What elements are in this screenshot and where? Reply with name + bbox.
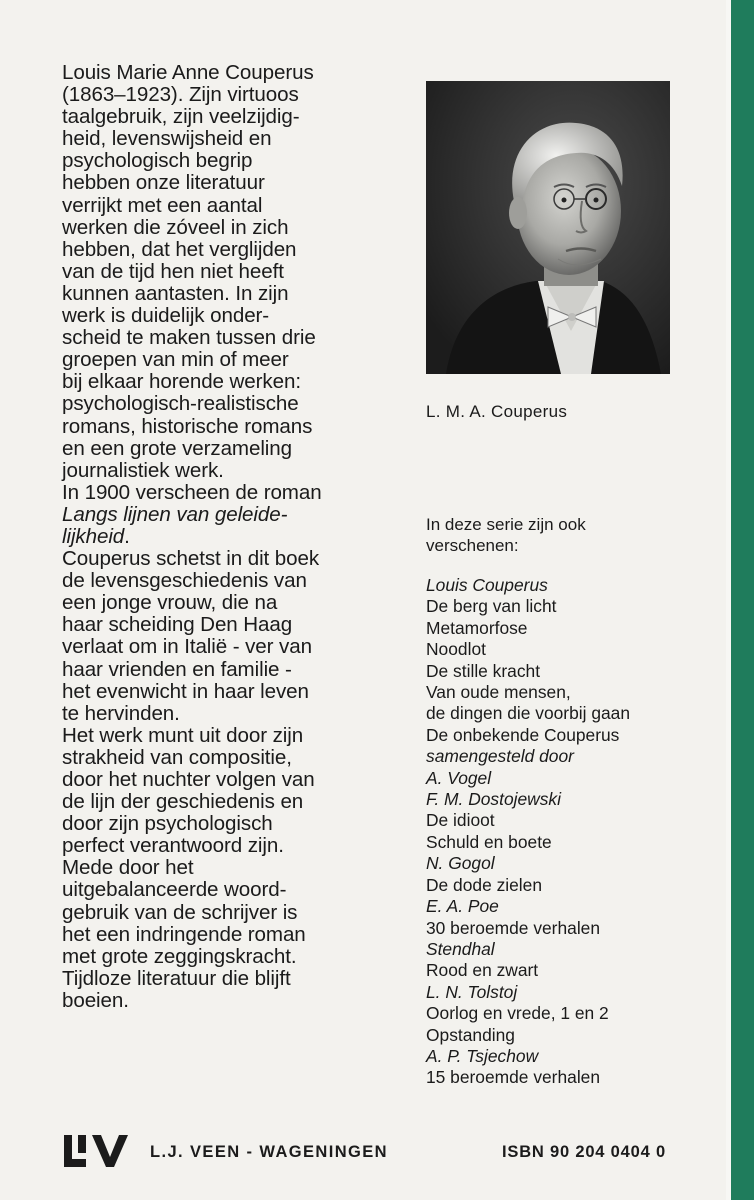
series-author-name: A. P. Tsjechow: [426, 1045, 539, 1066]
bio-line: Het werk munt uit door zijn: [62, 723, 304, 747]
series-author-name: Louis Couperus: [426, 575, 548, 595]
bio-line: perfect verantwoord zijn.: [62, 834, 284, 858]
bio-line: Louis Marie Anne Couperus: [62, 61, 314, 84]
bio-line: boeien.: [62, 988, 129, 1012]
portrait-illustration: [426, 81, 670, 374]
bio-line: gebruik van de schrijver is: [62, 900, 298, 924]
series-author-name: L. N. Tolstoj: [426, 981, 518, 1002]
bio-line: romans, historische romans: [62, 414, 313, 438]
series-book-title: De onbekende Couperus: [426, 724, 620, 745]
series-book-title: Metamorfose: [426, 617, 528, 638]
lv-publisher-logo-icon: [62, 1133, 142, 1169]
bio-line: van de tijd hen niet heeft: [62, 259, 284, 283]
bio-line: met grote zeggingskracht.: [62, 944, 297, 968]
bio-line: de levensgeschiedenis van: [62, 569, 307, 593]
series-author-name: A. Vogel: [426, 767, 492, 788]
publisher-name: L.J. VEEN - WAGENINGEN: [150, 1143, 388, 1161]
isbn-number: ISBN 90 204 0404 0: [502, 1143, 666, 1161]
series-intro-line: verschenen:: [426, 536, 519, 555]
bio-line: de lijn der geschiedenis en: [62, 790, 304, 814]
bio-line: door zijn psychologisch: [62, 812, 273, 836]
series-author-name: N. Gogol: [426, 853, 495, 874]
series-book-title: De berg van licht: [426, 596, 557, 617]
bio-paragraph: [62, 62, 412, 482]
bio-paragraph: [62, 548, 412, 725]
series-author-name: samengesteld door: [426, 746, 574, 767]
bio-line: lijkheid.: [62, 524, 130, 548]
author-portrait-photo: [426, 81, 670, 374]
bio-line: groepen van min of meer: [62, 348, 289, 372]
bio-line: taalgebruik, zijn veelzijdig-: [62, 105, 300, 129]
bio-line: psychologisch begrip: [62, 149, 253, 173]
series-book-title: Oorlog en vrede, 1 en 2: [426, 1003, 609, 1024]
bio-line: (1863–1923). Zijn virtuoos: [62, 83, 299, 107]
bio-paragraph: [62, 482, 412, 548]
series-author-name: F. M. Dostojewski: [426, 789, 561, 810]
bio-line: verlaat om in Italië - ver van: [62, 635, 312, 659]
bio-line: het evenwicht in haar leven: [62, 679, 309, 703]
bio-line: en een grote verzameling: [62, 436, 292, 460]
bio-line: In 1900 verscheen de roman: [62, 480, 322, 504]
portrait-caption: L. M. A. Couperus: [426, 402, 568, 421]
bio-line: heid, levenswijsheid en: [62, 127, 272, 151]
series-book-title: Rood en zwart: [426, 960, 539, 981]
bio-line: Mede door het: [62, 856, 194, 880]
bio-line: bij elkaar horende werken:: [62, 370, 301, 394]
bio-line: door het nuchter volgen van: [62, 768, 315, 791]
author-biography: [62, 62, 412, 1012]
series-book-title: Noodlot: [426, 639, 486, 660]
series-intro: [426, 514, 686, 556]
bio-line: hebben onze literatuur: [62, 171, 265, 195]
bio-line: kunnen aantasten. In zijn: [62, 281, 289, 305]
bio-line: werken die zóveel in zich: [62, 215, 289, 239]
bio-line: journalistiek werk.: [62, 458, 224, 482]
bio-line: het een indringende roman: [62, 922, 306, 946]
bio-line: psychologisch-realistische: [62, 392, 299, 416]
bio-paragraph: [62, 725, 412, 858]
bio-line: Tijdloze literatuur die blijft: [62, 966, 291, 990]
series-book-title: 15 beroemde verhalen: [426, 1067, 601, 1088]
bio-line: haar scheiding Den Haag: [62, 613, 293, 637]
bio-line: verrijkt met een aantal: [62, 193, 263, 217]
series-book-title: 30 beroemde verhalen: [426, 917, 601, 938]
bio-paragraph: [62, 857, 412, 967]
bio-line: een jonge vrouw, die na: [62, 591, 278, 615]
bio-line: Couperus schetst in dit boek: [62, 547, 320, 571]
bio-line: uitgebalanceerde woord-: [62, 878, 287, 902]
bio-line: scheid te maken tussen drie: [62, 326, 316, 350]
series-author-name: Stendhal: [426, 938, 495, 959]
bio-line: werk is duidelijk onder-: [62, 304, 270, 328]
series-book-title: de dingen die voorbij gaan: [426, 703, 631, 724]
bio-line: strakheid van compositie,: [62, 745, 292, 769]
series-intro-line: In deze serie zijn ook: [426, 515, 586, 534]
series-book-title: Schuld en boete: [426, 831, 552, 852]
series-book-title: De stille kracht: [426, 660, 541, 681]
series-book-title: Van oude mensen,: [426, 682, 571, 703]
bio-line: te hervinden.: [62, 701, 180, 725]
series-book-title: De idioot: [426, 810, 495, 831]
bio-line: haar vrienden en familie -: [62, 657, 292, 681]
series-book-title: Opstanding: [426, 1024, 515, 1045]
series-title-list: [426, 575, 716, 1089]
series-author-name: E. A. Poe: [426, 896, 499, 917]
bio-line: Langs lijnen van geleide-: [62, 502, 288, 526]
bio-paragraph: [62, 968, 412, 1012]
green-spine-strip: [731, 0, 754, 1200]
series-book-title: De dode zielen: [426, 874, 543, 895]
bio-line: hebben, dat het verglijden: [62, 237, 297, 261]
